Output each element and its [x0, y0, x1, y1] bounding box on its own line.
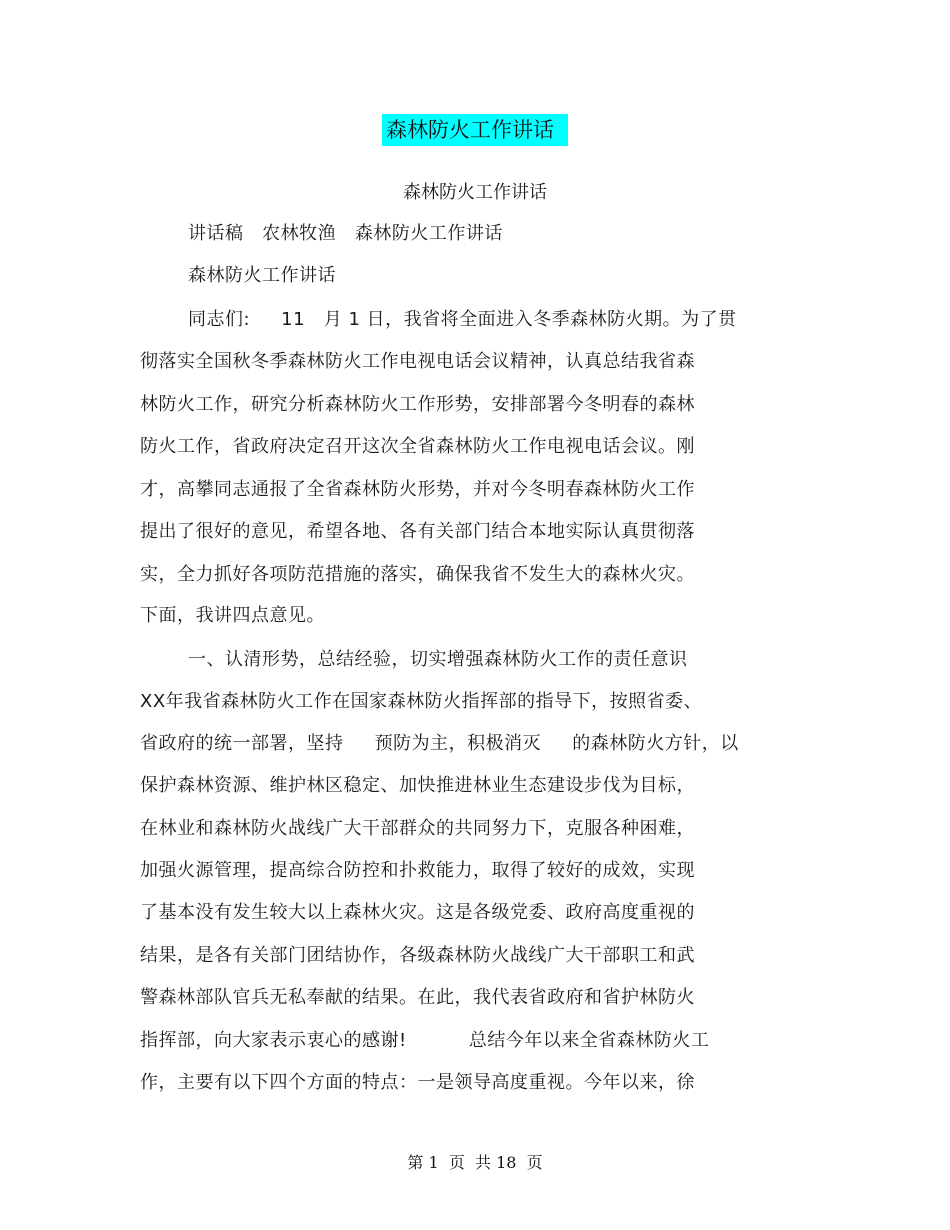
paragraph-line: 省政府的统一部署，坚持 预防为主，积极消灭 的森林防火方针，以 [140, 733, 739, 754]
paragraph-line: 结果，是各有关部门团结协作，各级森林防火战线广大干部职工和武 [140, 945, 695, 966]
paragraph-line: 加强火源管理，提高综合防控和扑救能力，取得了较好的成效，实现 [140, 860, 695, 881]
paragraph-line: 彻落实全国秋冬季森林防火工作电视电话会议精神，认真总结我省森 [140, 351, 695, 372]
paragraph-line: 同志们: 11 月 1 日，我省将全面进入冬季森林防火期。为了贯 [188, 309, 737, 330]
paragraph-line: 警森林部队官兵无私奉献的结果。在此，我代表省政府和省护林防火 [140, 987, 695, 1008]
meta-line: 讲话稿 农林牧渔 森林防火工作讲话 [188, 223, 503, 244]
paragraph-line: 下面，我讲四点意见。 [140, 605, 325, 626]
paragraph-line: 保护森林资源、维护林区稳定、加快推进林业生态建设步伐为目标， [140, 775, 695, 796]
document-subtitle: 森林防火工作讲话 [403, 182, 547, 203]
paragraph-line: 实，全力抓好各项防范措施的落实，确保我省不发生大的森林火灾。 [140, 564, 695, 585]
paragraph-line: 防火工作，省政府决定召开这次全省森林防火工作电视电话会议。刚 [140, 436, 695, 457]
paragraph-line: 才，高攀同志通报了全省森林防火形势，并对今冬明春森林防火工作 [140, 479, 695, 500]
paragraph-line: 提出了很好的意见，希望各地、各有关部门结合本地实际认真贯彻落 [140, 521, 695, 542]
paragraph-line: 林防火工作，研究分析森林防火工作形势，安排部署今冬明春的森林 [140, 394, 695, 415]
document-title-highlighted: 森林防火工作讲话 [382, 114, 568, 146]
paragraph-line: 在林业和森林防火战线广大干部群众的共同努力下，克服各种困难， [140, 818, 695, 839]
paragraph-line: 作，主要有以下四个方面的特点：一是领导高度重视。今年以来，徐 [140, 1072, 695, 1093]
paragraph-line: XX年我省森林防火工作在国家森林防火指挥部的指导下，按照省委、 [140, 691, 703, 712]
page-number-footer: 第 1 页 共 18 页 [407, 1153, 543, 1172]
title-container [0, 114, 950, 146]
section-heading: 一、认清形势，总结经验，切实增强森林防火工作的责任意识 [188, 649, 688, 670]
heading-line: 森林防火工作讲话 [188, 265, 336, 286]
paragraph-line: 指挥部，向大家表示衷心的感谢! 总结今年以来全省森林防火工 [140, 1030, 710, 1051]
paragraph-line: 了基本没有发生较大以上森林火灾。这是各级党委、政府高度重视的 [140, 902, 695, 923]
